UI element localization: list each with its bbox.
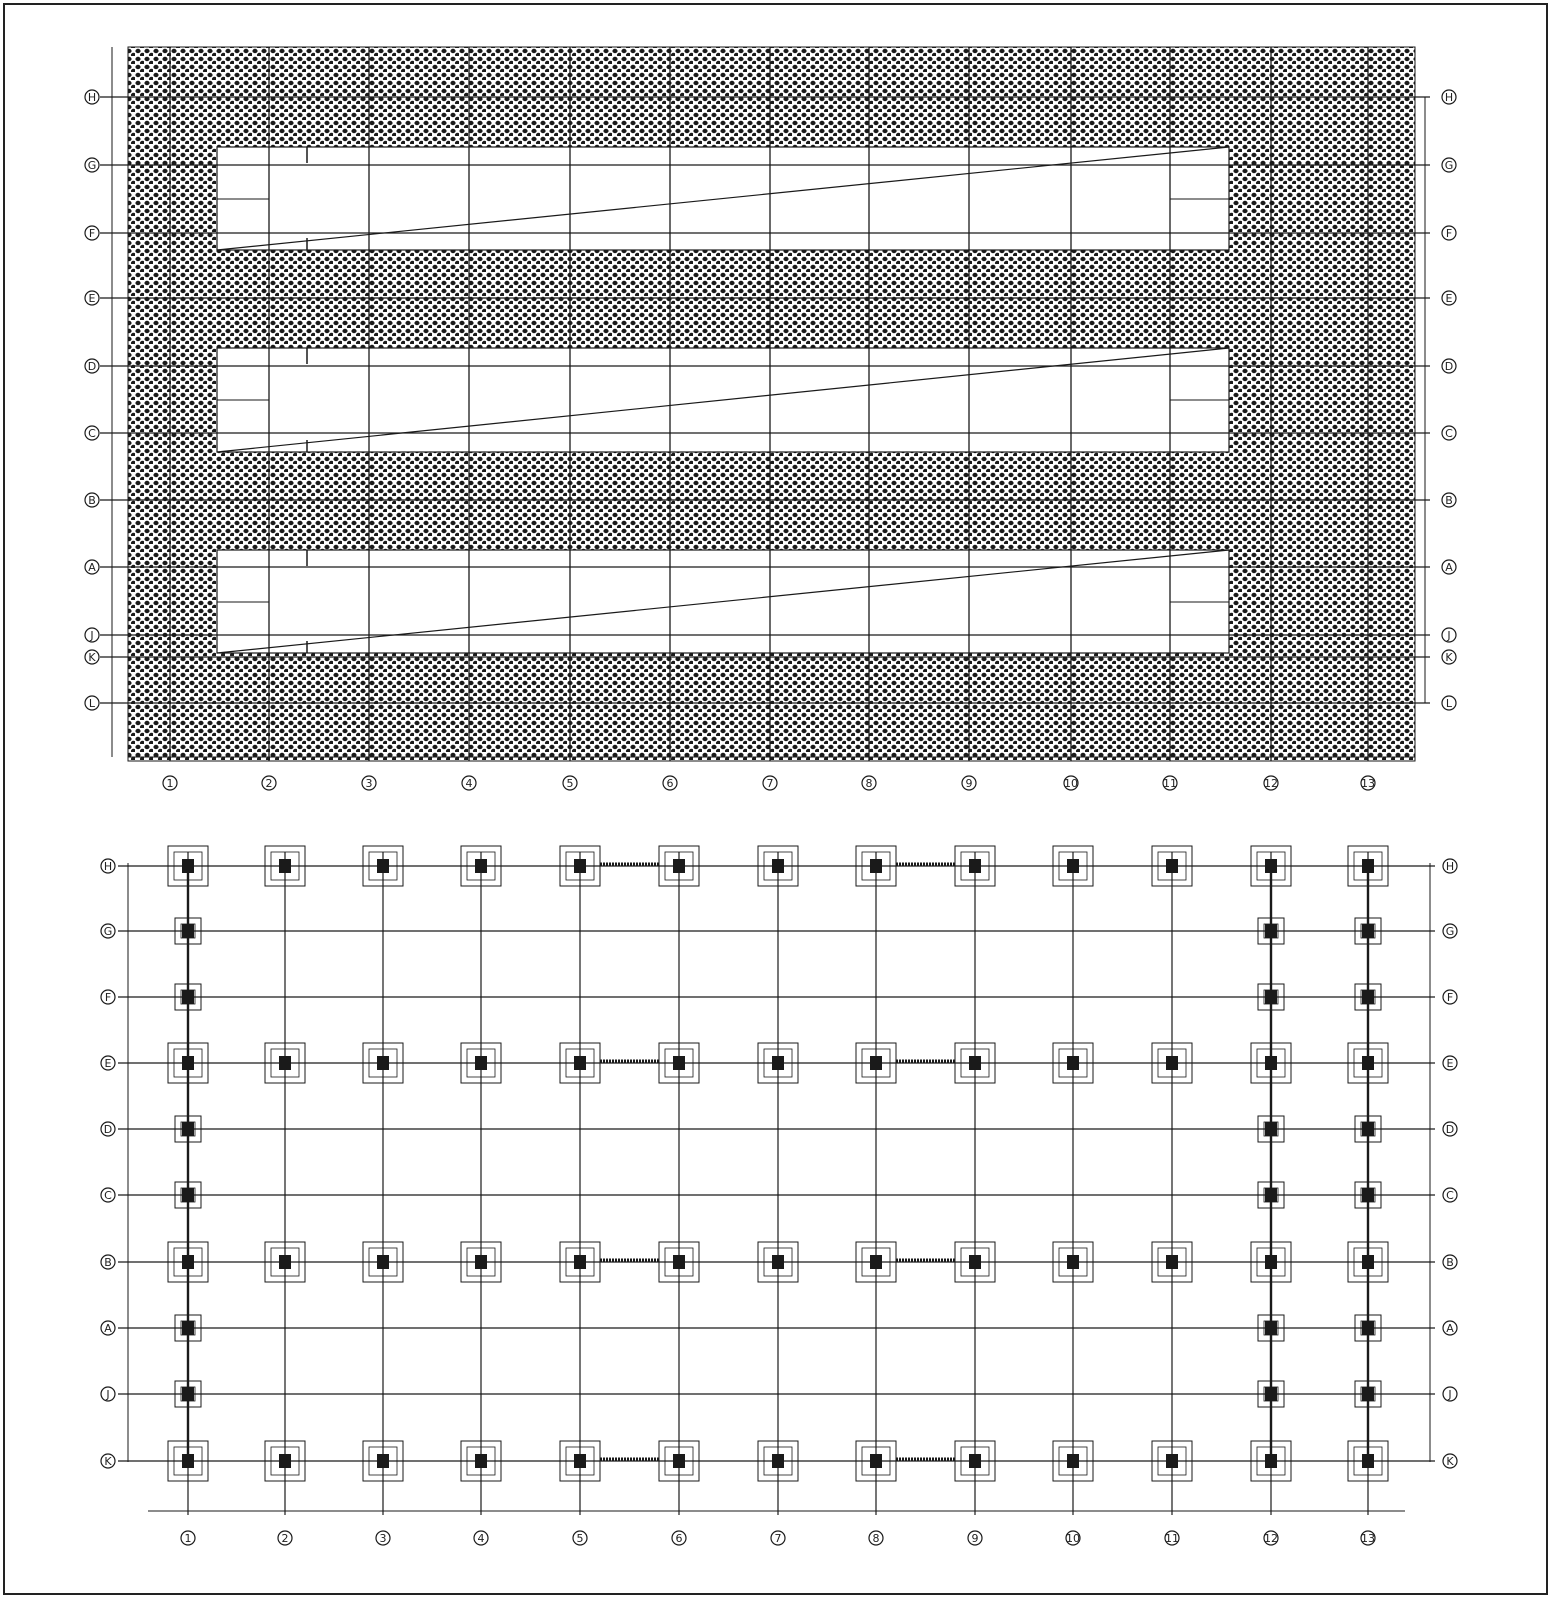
top-row-left-2-bubble (85, 158, 99, 172)
footing-r4-c2 (265, 1043, 305, 1083)
footing-r7-c9-column (969, 1255, 981, 1269)
top-row-right-4-bubble (1442, 291, 1456, 305)
bottom-col-6-label: 6 (675, 1532, 683, 1545)
bottom-col-4-label: 4 (477, 1532, 485, 1545)
footing-r4-c7 (758, 1043, 798, 1083)
top-col-8-bubble (862, 776, 876, 790)
top-row-left-3-label: F (88, 227, 96, 240)
bottom-row-right-5-bubble (1443, 1122, 1457, 1136)
footing-r1-c8-column (870, 859, 882, 873)
footing-r7-c5-column (574, 1255, 586, 1269)
bottom-row-right-10-label: K (1446, 1455, 1454, 1468)
footing-r4-c11 (1152, 1043, 1192, 1083)
footing-r10-c5-column (574, 1454, 586, 1468)
top-floor-plan (85, 47, 1456, 790)
footing-r4-c8 (856, 1043, 896, 1083)
bottom-col-8-bubble (869, 1531, 883, 1545)
bottom-row-left-4-label: E (104, 1057, 112, 1070)
bottom-row-left-10-label: K (104, 1455, 112, 1468)
bottom-col-2-label: 2 (281, 1532, 289, 1545)
footing-r7-c2 (265, 1242, 305, 1282)
top-row-right-1-bubble (1442, 90, 1456, 104)
top-col-8-label: 8 (865, 777, 873, 790)
bottom-row-right-3-label: F (1446, 991, 1454, 1004)
top-col-2-bubble (262, 776, 276, 790)
bottom-col-12-label: 12 (1264, 1532, 1278, 1545)
footing-r7-c8-column (870, 1255, 882, 1269)
top-row-left-10-label: K (88, 651, 96, 664)
foundation-plan (101, 846, 1457, 1545)
bottom-row-right-1-bubble (1443, 859, 1457, 873)
top-row-left-8-label: A (88, 561, 96, 574)
top-row-right-3-label: F (1445, 227, 1453, 240)
footing-r10-c10 (1053, 1441, 1093, 1481)
bottom-row-left-9-label: J (106, 1388, 110, 1401)
top-row-right-10-label: K (1445, 651, 1453, 664)
footing-r10-c2 (265, 1441, 305, 1481)
top-col-1-label: 1 (166, 777, 174, 790)
footing-r1-c6 (659, 846, 699, 886)
bottom-col-13-label: 13 (1361, 1532, 1375, 1545)
bottom-row-left-4-bubble (101, 1056, 115, 1070)
top-row-left-1-label: H (87, 91, 97, 104)
footing-r10-c3 (363, 1441, 403, 1481)
top-col-4-label: 4 (465, 777, 473, 790)
footing-r4-c3-column (377, 1056, 389, 1070)
bottom-col-7-bubble (771, 1531, 785, 1545)
top-row-left-6-label: C (88, 427, 96, 440)
bottom-row-right-2-label: G (1445, 925, 1455, 938)
bottom-col-1-bubble (181, 1531, 195, 1545)
footing-r10-c6-column (673, 1454, 685, 1468)
footing-r1-c2-column (279, 859, 291, 873)
footing-r4-c9 (955, 1043, 995, 1083)
footing-r7-c6-column (673, 1255, 685, 1269)
bottom-row-right-8-bubble (1443, 1321, 1457, 1335)
footing-r10-c8 (856, 1441, 896, 1481)
footing-r4-c5-column (574, 1056, 586, 1070)
footing-r1-c7-column (772, 859, 784, 873)
bottom-row-right-7-label: B (1446, 1256, 1454, 1269)
top-col-3-label: 3 (365, 777, 373, 790)
top-row-right-8-label: A (1445, 561, 1453, 574)
bottom-row-left-8-bubble (101, 1321, 115, 1335)
top-row-right-7-label: B (1445, 494, 1453, 507)
top-row-right-4-label: E (1445, 292, 1453, 305)
bottom-col-9-bubble (968, 1531, 982, 1545)
bottom-row-left-3-label: F (104, 991, 112, 1004)
bottom-col-8-label: 8 (872, 1532, 880, 1545)
footing-r1-c6-column (673, 859, 685, 873)
top-row-right-10-bubble (1442, 650, 1456, 664)
footing-r7-c11 (1152, 1242, 1192, 1282)
top-row-right-11-bubble (1442, 696, 1456, 710)
bottom-col-11-label: 11 (1165, 1532, 1179, 1545)
bottom-grid-lines (118, 852, 1435, 1515)
footing-r1-c3 (363, 846, 403, 886)
top-col-10-label: 10 (1064, 777, 1078, 790)
bottom-row-left-2-label: G (103, 925, 113, 938)
bottom-col-6-bubble (672, 1531, 686, 1545)
bottom-row-right-2-bubble (1443, 924, 1457, 938)
top-row-left-2-label: G (87, 159, 97, 172)
top-col-11-label: 11 (1163, 777, 1177, 790)
footing-r7-c5 (560, 1242, 600, 1282)
footing-r4-c4 (461, 1043, 501, 1083)
bottom-row-left-8-label: A (104, 1322, 112, 1335)
bottom-col-12-bubble (1264, 1531, 1278, 1545)
footing-r1-c7 (758, 846, 798, 886)
top-col-7-label: 7 (766, 777, 774, 790)
footing-r10-c5 (560, 1441, 600, 1481)
bottom-row-right-1-label: H (1445, 860, 1455, 873)
bottom-col-7-label: 7 (774, 1532, 782, 1545)
footing-r10-c11 (1152, 1441, 1192, 1481)
footing-r7-c6 (659, 1242, 699, 1282)
bottom-row-left-9-bubble (101, 1387, 115, 1401)
bottom-row-right-3-bubble (1443, 990, 1457, 1004)
top-row-right-6-label: C (1445, 427, 1453, 440)
top-row-left-9-label: J (90, 629, 94, 642)
bottom-row-left-1-label: H (103, 860, 113, 873)
footing-r7-c2-column (279, 1255, 291, 1269)
footing-r7-c7-column (772, 1255, 784, 1269)
top-col-9-label: 9 (965, 777, 973, 790)
top-row-left-1-bubble (85, 90, 99, 104)
top-row-left-9-bubble (85, 628, 99, 642)
footing-r4-c10-column (1067, 1056, 1079, 1070)
bottom-row-right-4-bubble (1443, 1056, 1457, 1070)
bottom-col-10-bubble (1066, 1531, 1080, 1545)
top-col-5-bubble (563, 776, 577, 790)
bottom-row-left-5-bubble (101, 1122, 115, 1136)
bottom-row-right-6-label: C (1446, 1189, 1454, 1202)
top-col-10-bubble (1064, 776, 1078, 790)
top-row-right-2-label: G (1444, 159, 1454, 172)
footing-r1-c4 (461, 846, 501, 886)
top-row-right-5-bubble (1442, 359, 1456, 373)
bottom-row-right-10-bubble (1443, 1454, 1457, 1468)
top-row-left-6-bubble (85, 426, 99, 440)
top-col-13-bubble (1361, 776, 1375, 790)
top-row-left-11-label: L (88, 697, 96, 710)
footing-r7-c3-column (377, 1255, 389, 1269)
footing-r4-c6-column (673, 1056, 685, 1070)
footing-r4-c6 (659, 1043, 699, 1083)
footing-r10-c7 (758, 1441, 798, 1481)
footing-r10-c11-column (1166, 1454, 1178, 1468)
bottom-col-1-label: 1 (184, 1532, 192, 1545)
bottom-row-right-9-label: J (1448, 1388, 1452, 1401)
bottom-row-left-3-bubble (101, 990, 115, 1004)
top-row-right-5-label: D (1444, 360, 1454, 373)
top-row-left-8-bubble (85, 560, 99, 574)
footing-r10-c6 (659, 1441, 699, 1481)
footing-r10-c4-column (475, 1454, 487, 1468)
bottom-col-5-label: 5 (576, 1532, 584, 1545)
top-row-left-11-bubble (85, 696, 99, 710)
top-col-6-bubble (663, 776, 677, 790)
top-row-right-9-bubble (1442, 628, 1456, 642)
top-row-right-6-bubble (1442, 426, 1456, 440)
bottom-row-left-5-label: D (103, 1123, 113, 1136)
footing-r10-c7-column (772, 1454, 784, 1468)
top-row-right-3-bubble (1442, 226, 1456, 240)
top-col-9-bubble (962, 776, 976, 790)
top-row-right-9-label: J (1447, 629, 1451, 642)
top-col-4-bubble (462, 776, 476, 790)
top-col-6-label: 6 (666, 777, 674, 790)
top-col-13-label: 13 (1361, 777, 1375, 790)
bottom-row-left-7-label: B (104, 1256, 112, 1269)
bottom-row-left-6-label: C (104, 1189, 112, 1202)
top-row-left-7-label: B (88, 494, 96, 507)
bottom-col-4-bubble (474, 1531, 488, 1545)
footing-r7-c4 (461, 1242, 501, 1282)
footing-r4-c7-column (772, 1056, 784, 1070)
footing-r10-c8-column (870, 1454, 882, 1468)
bottom-col-3-bubble (376, 1531, 390, 1545)
top-row-left-10-bubble (85, 650, 99, 664)
footing-r4-c5 (560, 1043, 600, 1083)
footing-r1-c3-column (377, 859, 389, 873)
top-row-right-2-bubble (1442, 158, 1456, 172)
footing-r4-c11-column (1166, 1056, 1178, 1070)
footing-r4-c2-column (279, 1056, 291, 1070)
top-col-2-label: 2 (265, 777, 273, 790)
top-row-left-3-bubble (85, 226, 99, 240)
top-row-right-1-label: H (1444, 91, 1454, 104)
bottom-row-right-8-label: A (1446, 1322, 1454, 1335)
top-col-5-label: 5 (566, 777, 574, 790)
top-col-7-bubble (763, 776, 777, 790)
footing-r4-c4-column (475, 1056, 487, 1070)
footing-r1-c10-column (1067, 859, 1079, 873)
footing-r4-c8-column (870, 1056, 882, 1070)
footing-r7-c11-column (1166, 1255, 1178, 1269)
footing-r7-c3 (363, 1242, 403, 1282)
bottom-col-9-label: 9 (971, 1532, 979, 1545)
bottom-col-3-label: 3 (379, 1532, 387, 1545)
footing-r7-c10 (1053, 1242, 1093, 1282)
top-row-right-8-bubble (1442, 560, 1456, 574)
footing-r1-c4-column (475, 859, 487, 873)
footing-r1-c5-column (574, 859, 586, 873)
footing-r10-c3-column (377, 1454, 389, 1468)
top-row-left-4-bubble (85, 291, 99, 305)
top-col-1-bubble (163, 776, 177, 790)
footing-r4-c9-column (969, 1056, 981, 1070)
bottom-col-13-bubble (1361, 1531, 1375, 1545)
footing-r1-c11-column (1166, 859, 1178, 873)
bottom-col-10-label: 10 (1066, 1532, 1080, 1545)
bottom-col-2-bubble (278, 1531, 292, 1545)
bottom-row-left-1-bubble (101, 859, 115, 873)
footing-r4-c10 (1053, 1043, 1093, 1083)
top-row-right-7-bubble (1442, 493, 1456, 507)
footing-r4-c3 (363, 1043, 403, 1083)
top-col-12-bubble (1264, 776, 1278, 790)
footing-r1-c5 (560, 846, 600, 886)
top-row-left-7-bubble (85, 493, 99, 507)
top-row-right-11-label: L (1445, 697, 1453, 710)
bottom-col-11-bubble (1165, 1531, 1179, 1545)
bottom-row-left-2-bubble (101, 924, 115, 938)
bottom-row-right-4-label: E (1446, 1057, 1454, 1070)
bottom-row-right-9-bubble (1443, 1387, 1457, 1401)
bottom-row-right-6-bubble (1443, 1188, 1457, 1202)
footing-r7-c4-column (475, 1255, 487, 1269)
footing-r1-c10 (1053, 846, 1093, 886)
bottom-row-left-10-bubble (101, 1454, 115, 1468)
footing-r1-c2 (265, 846, 305, 886)
footing-r10-c9-column (969, 1454, 981, 1468)
top-row-left-4-label: E (88, 292, 96, 305)
top-row-left-5-bubble (85, 359, 99, 373)
bottom-row-right-7-bubble (1443, 1255, 1457, 1269)
footing-r7-c10-column (1067, 1255, 1079, 1269)
footing-r1-c9-column (969, 859, 981, 873)
footing-r1-c11 (1152, 846, 1192, 886)
bottom-row-left-6-bubble (101, 1188, 115, 1202)
bottom-row-right-5-label: D (1445, 1123, 1455, 1136)
top-col-3-bubble (362, 776, 376, 790)
footing-r7-c9 (955, 1242, 995, 1282)
bottom-col-5-bubble (573, 1531, 587, 1545)
top-row-left-5-label: D (87, 360, 97, 373)
footing-r10-c4 (461, 1441, 501, 1481)
footing-r7-c7 (758, 1242, 798, 1282)
bottom-row-left-7-bubble (101, 1255, 115, 1269)
top-col-11-bubble (1163, 776, 1177, 790)
footing-r1-c8 (856, 846, 896, 886)
bottom-grid-labels (101, 859, 1457, 1545)
footing-r10-c10-column (1067, 1454, 1079, 1468)
footing-r7-c8 (856, 1242, 896, 1282)
top-col-12-label: 12 (1264, 777, 1278, 790)
footing-r10-c9 (955, 1441, 995, 1481)
footing-r1-c9 (955, 846, 995, 886)
footing-r10-c2-column (279, 1454, 291, 1468)
